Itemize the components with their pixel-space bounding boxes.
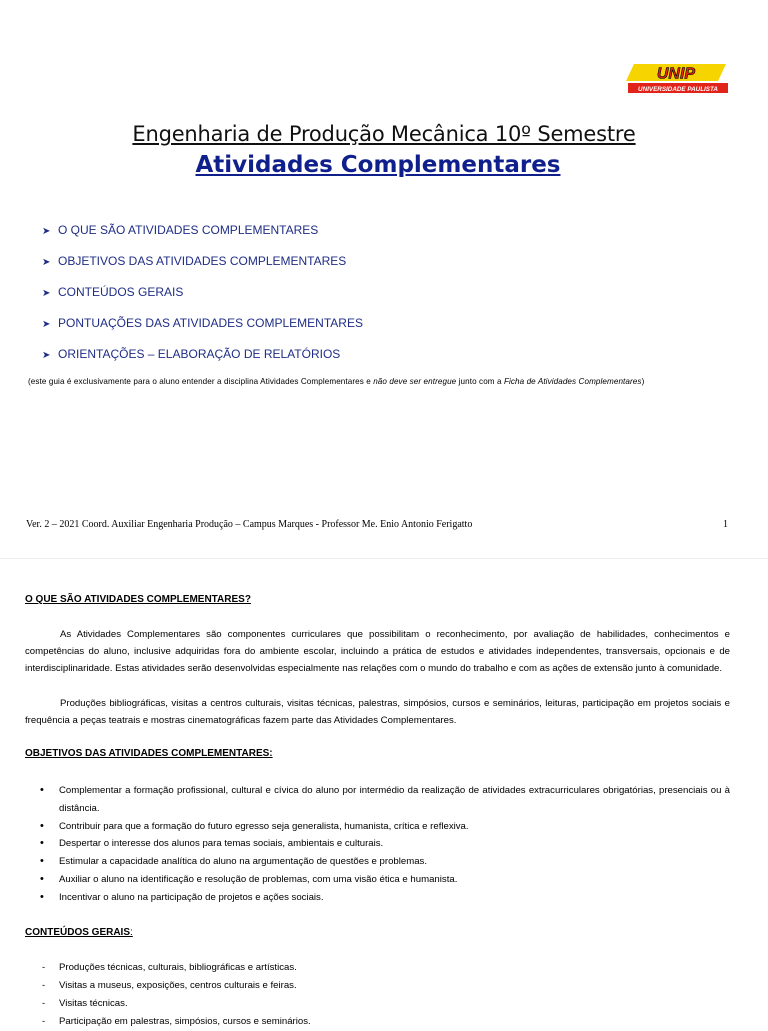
guide-note-text: (este guia é exclusivamente para o aluno entender a disciplina Atividades Complementares e xyxy=(28,377,374,386)
page-footer xyxy=(26,519,728,530)
arrow-icon: ➤ xyxy=(42,257,51,268)
toc-item[interactable] xyxy=(42,284,363,315)
section-heading-text: CONTEÚDOS GERAIS xyxy=(25,927,131,938)
objectives-list xyxy=(35,782,730,907)
section-heading xyxy=(25,927,133,938)
toc-item[interactable] xyxy=(42,222,363,253)
arrow-icon: ➤ xyxy=(42,319,51,330)
list-item: • Auxiliar o aluno na identificação e resolução de problemas, com uma visão ética e humanista. xyxy=(35,871,730,889)
guide-note-emphasis: não deve ser entregue xyxy=(373,377,457,386)
guide-note-text: ) xyxy=(641,377,645,386)
page-number: 1 xyxy=(723,519,728,530)
list-item: • Incentivar o aluno na participação de projetos e ações sociais. xyxy=(35,889,730,907)
logo-tagline: UNIVERSIDADE PAULISTA xyxy=(638,86,718,93)
toc-item-label: PONTUAÇÕES DAS ATIVIDADES COMPLEMENTARES xyxy=(58,316,363,330)
page-subtitle: Atividades Complementares xyxy=(195,152,561,178)
paragraph: As Atividades Complementares são componentes curriculares que possibilitam o reconhecimento, por avaliação de habilidades, conhecimentos e competências do aluno, inclusive adquiridas fora do ambiente escolar, incluindo a prática de estudos e atividades independentes, transversais, opcionais e de interdisciplinaridade. Estas atividades serão desenvolvidas especialmente nas relações com o mundo do trabalho e com as ações de extensão junto à comunidade. xyxy=(25,629,730,675)
page-divider xyxy=(0,558,768,559)
list-item: • Despertar o interesse dos alunos para temas sociais, ambientais e culturais. xyxy=(35,835,730,853)
list-item: - Produções técnicas, culturais, bibliográficas e artísticas. xyxy=(40,959,311,977)
toc-item[interactable] xyxy=(42,253,363,284)
toc-item[interactable] xyxy=(42,346,363,377)
toc-item-label: O QUE SÃO ATIVIDADES COMPLEMENTARES xyxy=(58,223,319,237)
list-item: - Participação em palestras, simpósios, cursos e seminários. xyxy=(40,1013,311,1031)
guide-note-form-name: Ficha de Atividades Complementares xyxy=(503,377,642,386)
toc-item-label: ORIENTAÇÕES – ELABORAÇÃO DE RELATÓRIOS xyxy=(58,347,341,361)
contents-list xyxy=(40,959,311,1031)
toc-item[interactable] xyxy=(42,315,363,346)
guide-note-text: junto com a xyxy=(456,377,504,386)
page-title: Engenharia de Produção Mecânica 10º Semestre xyxy=(132,122,636,146)
list-item: - Visitas a museus, exposições, centros culturais e feiras. xyxy=(40,977,311,995)
toc-item-label: OBJETIVOS DAS ATIVIDADES COMPLEMENTARES xyxy=(58,254,347,268)
heading-colon: : xyxy=(130,927,133,938)
list-item: • Estimular a capacidade analítica do aluno na argumentação de questões e problemas. xyxy=(35,853,730,871)
logo-brand-text: UNIP xyxy=(656,65,696,83)
arrow-icon: ➤ xyxy=(42,226,51,237)
section-heading: OBJETIVOS DAS ATIVIDADES COMPLEMENTARES: xyxy=(25,748,273,759)
arrow-icon: ➤ xyxy=(42,350,51,361)
table-of-contents xyxy=(42,222,363,377)
guide-note xyxy=(28,377,748,386)
list-item: • Contribuir para que a formação do futuro egresso seja generalista, humanista, crítica e reflexiva. xyxy=(35,818,730,836)
paragraph: Produções bibliográficas, visitas a centros culturais, visitas técnicas, palestras, simpósios, cursos e seminários, leituras, participação em projetos sociais e frequência a peças teatrais e mostras cinematográficas fazem parte das Atividades Complementares. xyxy=(25,698,730,727)
arrow-icon: ➤ xyxy=(42,288,51,299)
footer-text: Ver. 2 – 2021 Coord. Auxiliar Engenharia Produção – Campus Marques - Professor Me. Enio Antonio Ferigatto xyxy=(26,519,473,530)
list-item: - Visitas técnicas. xyxy=(40,995,311,1013)
list-item: • Complementar a formação profissional, cultural e cívica do aluno por intermédio da realização de atividades extracurriculares obrigatórias, presenciais ou à distância. xyxy=(35,782,730,818)
toc-item-label: CONTEÚDOS GERAIS xyxy=(58,285,184,299)
section-heading: O QUE SÃO ATIVIDADES COMPLEMENTARES? xyxy=(25,594,251,605)
unip-logo xyxy=(626,63,730,93)
